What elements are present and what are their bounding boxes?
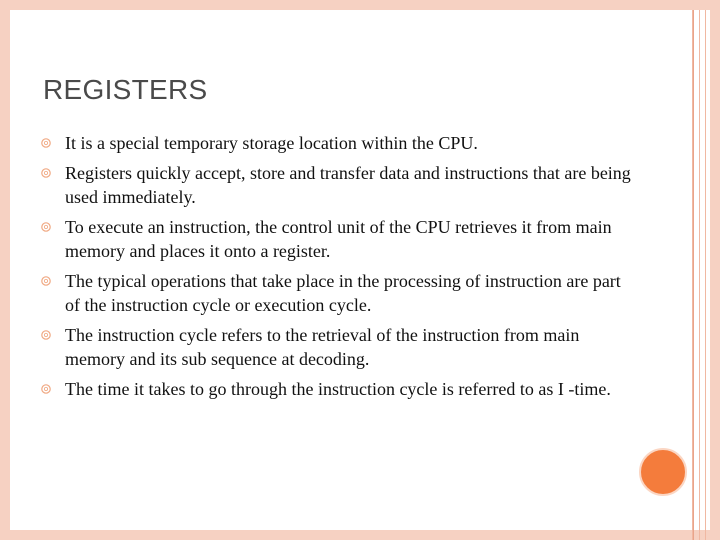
bullet-item <box>40 377 640 401</box>
sun-bullet-icon <box>40 137 52 149</box>
bullet-item <box>40 215 640 263</box>
bullet-item <box>40 161 640 209</box>
bullet-text: It is a special temporary storage location within the CPU. <box>65 133 478 153</box>
sun-bullet-icon <box>40 221 52 233</box>
slide-title: REGISTERS <box>43 74 208 105</box>
decorative-rail <box>693 10 694 540</box>
sun-bullet-icon <box>40 275 52 287</box>
bullet-item <box>40 323 640 371</box>
bullet-item <box>40 269 640 317</box>
bullet-text: Registers quickly accept, store and transfer data and instructions that are being used immediately. <box>65 163 631 207</box>
bullet-text: The instruction cycle refers to the retrieval of the instruction from main memory and its sub sequence at decoding. <box>65 325 580 369</box>
bullet-item <box>40 131 640 155</box>
sun-bullet-icon <box>40 167 52 179</box>
bullet-text: To execute an instruction, the control unit of the CPU retrieves it from main memory and places it onto a register. <box>65 217 612 261</box>
bullet-text: The time it takes to go through the instruction cycle is referred to as I -time. <box>65 379 611 399</box>
sun-bullet-icon <box>40 383 52 395</box>
decorative-circle <box>639 448 687 496</box>
decorative-rail <box>699 10 700 540</box>
sun-bullet-icon <box>40 329 52 341</box>
decorative-rail <box>705 10 706 540</box>
bullet-list <box>40 131 640 407</box>
bullet-text: The typical operations that take place in the processing of instruction are part of the instruction cycle or execution cycle. <box>65 271 621 315</box>
